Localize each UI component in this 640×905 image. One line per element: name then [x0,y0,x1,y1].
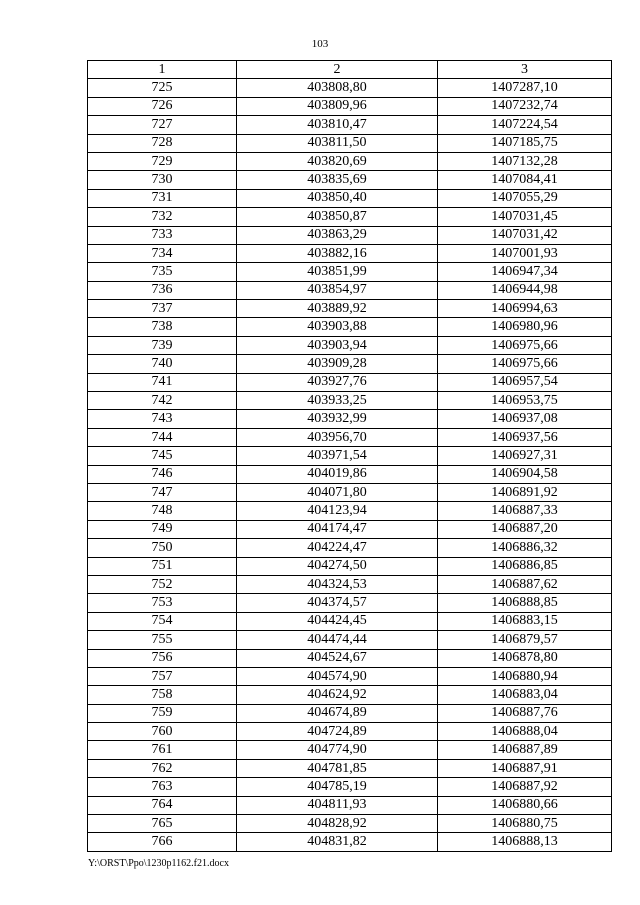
table-cell: 742 [88,392,237,410]
table-cell: 404781,85 [237,759,438,777]
table-row [88,373,612,391]
table-cell: 404019,86 [237,465,438,483]
table-row [88,447,612,465]
table-cell: 1406980,96 [438,318,612,336]
table-row [88,704,612,722]
table-cell: 1407084,41 [438,171,612,189]
table-row [88,815,612,833]
table-row [88,539,612,557]
table-cell: 403850,40 [237,189,438,207]
table-body [88,79,612,851]
column-header: 3 [438,61,612,79]
table-cell: 1406887,76 [438,704,612,722]
table-cell: 762 [88,759,237,777]
table-cell: 403971,54 [237,447,438,465]
table-cell: 1406886,85 [438,557,612,575]
table-row [88,833,612,851]
table-cell: 404123,94 [237,502,438,520]
table-cell: 404274,50 [237,557,438,575]
table-cell: 1406887,91 [438,759,612,777]
table-cell: 1407001,93 [438,244,612,262]
table-cell: 1406883,15 [438,612,612,630]
table-cell: 404174,47 [237,520,438,538]
table-row [88,355,612,373]
table-row [88,134,612,152]
column-header: 2 [237,61,438,79]
table-row [88,796,612,814]
table-row [88,502,612,520]
table-cell: 1406957,54 [438,373,612,391]
table-header-row [88,61,612,79]
table-cell: 1406880,66 [438,796,612,814]
table-cell: 1406887,89 [438,741,612,759]
table-cell: 1407132,28 [438,152,612,170]
table-cell: 1406886,32 [438,539,612,557]
table-cell: 1406887,33 [438,502,612,520]
table-cell: 766 [88,833,237,851]
table-row [88,520,612,538]
table-cell: 759 [88,704,237,722]
table-row [88,392,612,410]
table-cell: 754 [88,612,237,630]
table-cell: 729 [88,152,237,170]
table-cell: 404811,93 [237,796,438,814]
table-row [88,575,612,593]
table-cell: 404474,44 [237,631,438,649]
table-cell: 403933,25 [237,392,438,410]
table-row [88,778,612,796]
table-cell: 752 [88,575,237,593]
table-cell: 403809,96 [237,97,438,115]
table-cell: 1406888,13 [438,833,612,851]
table-cell: 1406927,31 [438,447,612,465]
table-cell: 1406975,66 [438,355,612,373]
table-cell: 1407185,75 [438,134,612,152]
table-row [88,741,612,759]
table-cell: 1406891,92 [438,483,612,501]
table-row [88,79,612,97]
table-cell: 732 [88,208,237,226]
table-cell: 404071,80 [237,483,438,501]
table-cell: 1406887,62 [438,575,612,593]
table-cell: 1406878,80 [438,649,612,667]
table-cell: 1406953,75 [438,392,612,410]
column-header: 1 [88,61,237,79]
table-row [88,336,612,354]
table-cell: 1407031,42 [438,226,612,244]
table-cell: 404831,82 [237,833,438,851]
table-cell: 403932,99 [237,410,438,428]
table-row [88,723,612,741]
table-cell: 403851,99 [237,263,438,281]
table-cell: 730 [88,171,237,189]
table-cell: 1406937,56 [438,428,612,446]
table-cell: 404574,90 [237,667,438,685]
table-cell: 404624,92 [237,686,438,704]
table-cell: 753 [88,594,237,612]
table-row [88,631,612,649]
table-row [88,686,612,704]
table-row [88,300,612,318]
table-cell: 744 [88,428,237,446]
table-cell: 1407287,10 [438,79,612,97]
table-cell: 1406879,57 [438,631,612,649]
table-row [88,152,612,170]
table-cell: 404674,89 [237,704,438,722]
table-cell: 404224,47 [237,539,438,557]
table-cell: 733 [88,226,237,244]
table-cell: 404324,53 [237,575,438,593]
table-cell: 740 [88,355,237,373]
table-cell: 1406888,85 [438,594,612,612]
table-cell: 747 [88,483,237,501]
footer-file-path: Y:\ORST\Ppo\1230p1162.f21.docx [88,858,229,869]
table-cell: 403854,97 [237,281,438,299]
table-row [88,263,612,281]
table-cell: 404374,57 [237,594,438,612]
table-cell: 734 [88,244,237,262]
table-cell: 1406947,34 [438,263,612,281]
table-cell: 404774,90 [237,741,438,759]
table-cell: 746 [88,465,237,483]
table-row [88,428,612,446]
table-cell: 404785,19 [237,778,438,796]
table-cell: 757 [88,667,237,685]
table-cell: 1406994,63 [438,300,612,318]
table-cell: 1407031,45 [438,208,612,226]
table-cell: 755 [88,631,237,649]
table-cell: 403927,76 [237,373,438,391]
table-cell: 403903,88 [237,318,438,336]
table-cell: 1406944,98 [438,281,612,299]
table-cell: 1406887,92 [438,778,612,796]
table-cell: 1407224,54 [438,116,612,134]
table-row [88,171,612,189]
table-cell: 404724,89 [237,723,438,741]
table-cell: 404524,67 [237,649,438,667]
table-cell: 403909,28 [237,355,438,373]
table-cell: 763 [88,778,237,796]
table-row [88,759,612,777]
table-cell: 739 [88,336,237,354]
table-cell: 765 [88,815,237,833]
table-cell: 403889,92 [237,300,438,318]
table-cell: 1406880,94 [438,667,612,685]
table-row [88,612,612,630]
table-cell: 750 [88,539,237,557]
table-cell: 403903,94 [237,336,438,354]
table-row [88,557,612,575]
table-cell: 403956,70 [237,428,438,446]
table-cell: 1406880,75 [438,815,612,833]
table-row [88,226,612,244]
table-cell: 403882,16 [237,244,438,262]
table-row [88,318,612,336]
table-cell: 404424,45 [237,612,438,630]
table-row [88,465,612,483]
table-row [88,116,612,134]
table-row [88,483,612,501]
table-cell: 738 [88,318,237,336]
page-number: 103 [311,38,329,50]
table-cell: 764 [88,796,237,814]
table-row [88,594,612,612]
table-cell: 1406975,66 [438,336,612,354]
table-cell: 403835,69 [237,171,438,189]
table-cell: 727 [88,116,237,134]
table-cell: 761 [88,741,237,759]
table-cell: 725 [88,79,237,97]
table-cell: 403820,69 [237,152,438,170]
table-cell: 726 [88,97,237,115]
table-cell: 736 [88,281,237,299]
table-cell: 749 [88,520,237,538]
table-cell: 743 [88,410,237,428]
table-cell: 728 [88,134,237,152]
table-cell: 731 [88,189,237,207]
table-row [88,649,612,667]
table-cell: 1406887,20 [438,520,612,538]
table-row [88,281,612,299]
table-row [88,97,612,115]
table-cell: 1406883,04 [438,686,612,704]
table-cell: 751 [88,557,237,575]
table-cell: 1406904,58 [438,465,612,483]
table-cell: 760 [88,723,237,741]
table-cell: 403850,87 [237,208,438,226]
table-row [88,667,612,685]
table-cell: 403811,50 [237,134,438,152]
table-cell: 1407055,29 [438,189,612,207]
table-cell: 403810,47 [237,116,438,134]
table-cell: 404828,92 [237,815,438,833]
table-row [88,208,612,226]
table-cell: 741 [88,373,237,391]
table-row [88,410,612,428]
table-row [88,189,612,207]
table-cell: 737 [88,300,237,318]
table-cell: 745 [88,447,237,465]
table-cell: 403863,29 [237,226,438,244]
table-cell: 1407232,74 [438,97,612,115]
table-cell: 756 [88,649,237,667]
table-cell: 758 [88,686,237,704]
coordinates-table [87,60,612,852]
table-cell: 1406888,04 [438,723,612,741]
table-cell: 1406937,08 [438,410,612,428]
table-cell: 403808,80 [237,79,438,97]
table-row [88,244,612,262]
table-cell: 735 [88,263,237,281]
table-cell: 748 [88,502,237,520]
